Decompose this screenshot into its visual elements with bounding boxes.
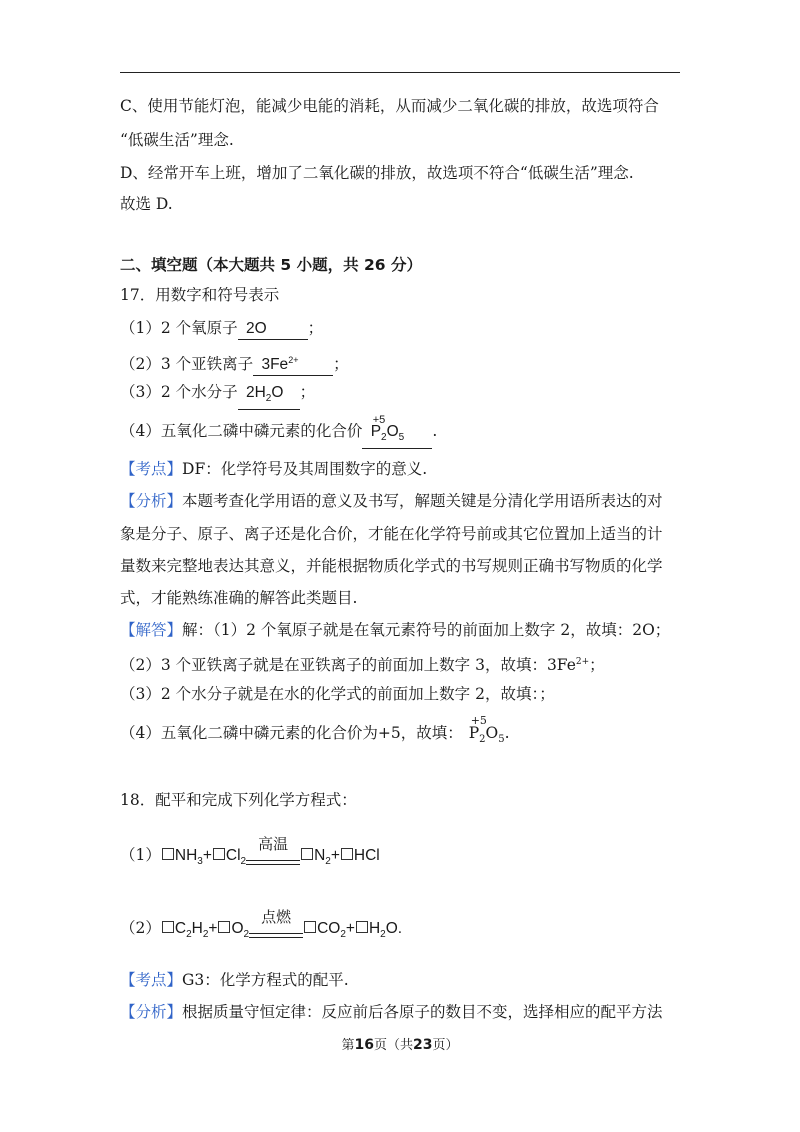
page-footer: 第16页（共23页） xyxy=(341,1037,459,1053)
q17-jieda-line4 xyxy=(120,714,510,750)
fenxi-tag: 【分析】 xyxy=(120,492,183,510)
q17-jieda-line3: （3）2 个水分子就是在水的化学式的前面加上数字 2，故填：； xyxy=(120,685,555,703)
jieda-tag: 【解答】 xyxy=(120,621,183,639)
q17-fenxi-line3: 量数来完整地表达其意义，并能根据物质化学式的书写规则正确书写物质的化学 xyxy=(120,557,663,575)
jieda-line4-sub2: 5 xyxy=(498,734,505,746)
q18-kaodian xyxy=(120,970,349,990)
q17-item-1-prefix: （1）2 个氧原子 xyxy=(120,319,238,337)
q17-fenxi-line1 xyxy=(120,491,663,511)
eq2-label: （2） xyxy=(120,919,161,937)
jieda-line4-oxidation: +5 xyxy=(470,714,487,727)
coefficient-box xyxy=(162,848,174,860)
q17-item-2-suffix: ； xyxy=(333,355,349,374)
coefficient-box xyxy=(218,921,230,933)
jieda-text: 解：（1）2 个氧原子就是在氧元素符号的前面加上数字 2，故填：2O； xyxy=(182,621,671,639)
coefficient-box xyxy=(213,848,225,860)
fenxi-text: 根据质量守恒定律：反应前后各原子的数目不变，选择相应的配平方法 xyxy=(182,1003,663,1021)
q17-stem: 17．用数字和符号表示 xyxy=(120,286,280,304)
fenxi-text: 本题考查化学用语的意义及书写，解题关键是分清化学用语所表达的对 xyxy=(182,492,663,510)
q17-kaodian xyxy=(120,459,427,479)
q17-item-1 xyxy=(120,318,323,340)
coefficient-box xyxy=(304,921,316,933)
jieda-line4-tail: O xyxy=(485,724,499,742)
section-heading: 二、填空题（本大题共 5 小题，共 26 分） xyxy=(120,256,422,274)
coefficient-box xyxy=(162,921,174,933)
option-c-line2: “低碳生活”理念. xyxy=(120,131,234,149)
option-c-line1: C、使用节能灯泡，能减少电能的消耗，从而减少二氧化碳的排放，故选项符合 xyxy=(120,97,659,115)
q17-item-3-prefix: （3）2 个水分子 xyxy=(120,383,238,401)
kaodian-tag: 【考点】 xyxy=(120,971,183,989)
q18-fenxi xyxy=(120,1002,663,1022)
jieda-line2-end: ； xyxy=(589,656,605,675)
q17-item-2 xyxy=(120,350,349,376)
q17-item-4-prefix: （4）五氧化二磷中磷元素的化合价 xyxy=(120,422,363,440)
q17-item-1-answer: 2O xyxy=(238,319,308,340)
q17-fenxi-line2: 象是分子、原子、离子还是化合价，才能在化学符号前或其它位置加上适当的计 xyxy=(120,525,663,543)
q17-item-2-prefix: （2）3 个亚铁离子 xyxy=(120,355,254,374)
q17-item-4-suffix: . xyxy=(432,422,438,440)
eq1-label: （1） xyxy=(120,846,161,864)
fenxi-tag: 【分析】 xyxy=(120,1003,183,1021)
q17-item-2-answer: $3Fe^{2+}$ xyxy=(253,350,333,376)
jieda-line4-formula: P xyxy=(468,724,480,742)
q17-item-3-answer: $2H_2O$ xyxy=(238,383,300,410)
page-total: 23 xyxy=(413,1037,433,1053)
jieda-line2-sup: 2+ xyxy=(575,657,590,667)
jieda-line4-end: . xyxy=(504,724,510,742)
q17-item-4-answer: +5 $P_2O_5$ xyxy=(362,422,432,449)
q18-equation-2: （2） $C_2H_2+ O_2$ 点燃 $CO_2+ H_2O$. xyxy=(120,918,402,945)
q17-jieda-line2 xyxy=(120,652,605,675)
reaction-condition: 点燃 xyxy=(249,925,303,945)
reaction-condition: 高温 xyxy=(246,852,300,872)
q18-stem: 18．配平和完成下列化学方程式： xyxy=(120,791,357,809)
header-rule xyxy=(120,72,680,73)
page-number: 16 xyxy=(354,1037,374,1053)
kaodian-tag: 【考点】 xyxy=(120,460,183,478)
jieda-line2-text: （2）3 个亚铁离子就是在亚铁离子的前面加上数字 3，故填：3Fe xyxy=(120,656,576,675)
q18-equation-1: （1） $NH_3+ Cl_2$ 高温 $N_2+$ HCl xyxy=(120,845,380,872)
coefficient-box xyxy=(356,921,368,933)
q17-item-4 xyxy=(120,414,438,449)
q17-jieda-line1 xyxy=(120,620,670,640)
answer-select: 故选 D. xyxy=(120,195,173,213)
q17-item-3 xyxy=(120,382,315,410)
kaodian-text: G3：化学方程式的配平. xyxy=(182,971,349,989)
q17-item-3-suffix: ； xyxy=(299,383,316,401)
option-d-line1: D、经常开车上班，增加了二氧化碳的排放，故选项不符合“低碳生活”理念. xyxy=(120,164,634,182)
kaodian-text: DF：化学符号及其周围数字的意义. xyxy=(182,460,428,478)
q17-item-1-suffix: ； xyxy=(307,319,324,337)
coefficient-box xyxy=(301,848,313,860)
coefficient-box xyxy=(341,848,353,860)
q17-fenxi-line4: 式，才能熟练准确的解答此类题目. xyxy=(120,589,358,607)
jieda-line4-sub: 2 xyxy=(479,734,486,746)
jieda-line4-text: （4）五氧化二磷中磷元素的化合价为+5，故填： xyxy=(120,724,463,742)
